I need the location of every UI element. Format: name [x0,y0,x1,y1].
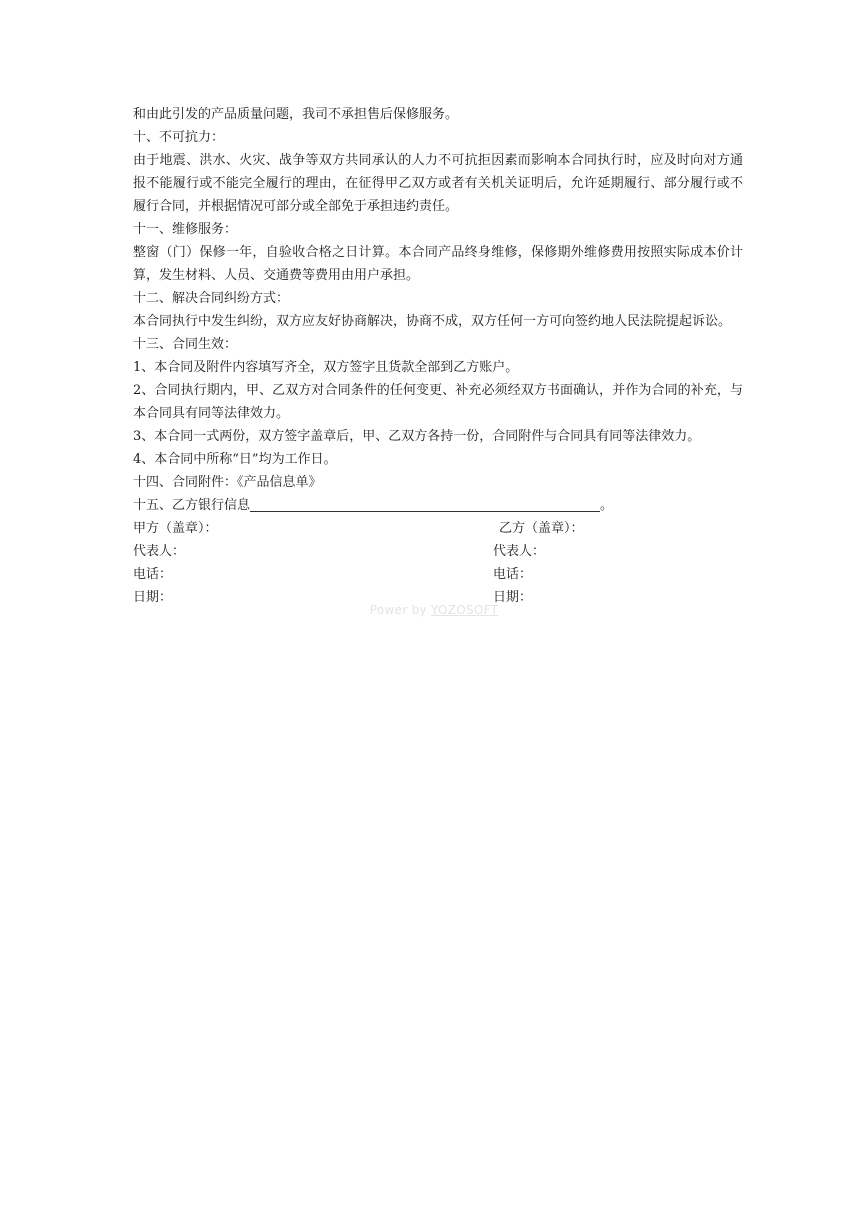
watermark-prefix: Power by [369,603,432,617]
party-a-seal: 甲方（盖章）： [133,521,218,536]
section-12-body: 本合同执行中发生纠纷，双方应友好协商解决，协商不成，双方任何一方可向签约地人民法院提起诉讼。 [133,314,732,329]
section-14: 十四、合同附件：《产品信息单》 [133,475,322,490]
watermark-brand-link[interactable]: YOZOSOFT [431,603,499,617]
signature-row-seal [133,517,743,540]
party-b-date: 日期： [493,590,533,605]
section-11-title: 十一、维修服务： [133,222,238,237]
party-a-phone: 电话： [133,567,173,582]
bank-info-label: 十五、乙方银行信息 [133,498,251,513]
clause-continuation: 和由此引发的产品质量问题，我司不承担售后保修服务。 [133,107,459,122]
signature-row-phone [133,563,743,586]
section-10-body: 由于地震、洪水、火灾、战争等双方共同承认的人力不可抗拒因素而影响本合同执行时，应及时向对方通报不能履行或不能完全履行的理由，在征得甲乙双方或者有关机关证明后，允许延期履行、部分履行或不履行合同，并根据情况可部分或全部免于承担违约责任。 [133,153,743,214]
section-13-item-1: 1、本合同及附件内容填写齐全，双方签字且货款全部到乙方账户。 [133,360,519,375]
section-11-body: 整窗（门）保修一年，自验收合格之日计算。本合同产品终身维修，保修期外维修费用按照实际成本价计算，发生材料、人员、交通费等费用由用户承担。 [133,245,743,283]
section-13-item-4: 4、本合同中所称“日”均为工作日。 [133,452,337,467]
signature-block [133,517,743,609]
party-a-date: 日期： [133,590,173,605]
bank-info-blank [250,496,600,512]
section-13-title: 十三、合同生效： [133,337,238,352]
contract-body [133,103,743,609]
signature-row-representative [133,540,743,563]
bank-info-end: 。 [600,498,614,513]
party-b-representative: 代表人： [493,544,546,559]
party-a-representative: 代表人： [133,544,186,559]
section-15-bank-info [133,494,743,517]
section-12-title: 十二、解决合同纠纷方式： [133,291,290,306]
section-10-title: 十、不可抗力： [133,130,225,145]
watermark [0,603,868,617]
section-13-item-2: 2、合同执行期内，甲、乙双方对合同条件的任何变更、补充必须经双方书面确认，并作为合同的补充，与本合同具有同等法律效力。 [133,383,743,421]
section-13-item-3: 3、本合同一式两份，双方签字盖章后，甲、乙双方各持一份，合同附件与合同具有同等法律效力。 [133,429,701,444]
party-b-phone: 电话： [493,567,533,582]
party-b-seal: 乙方（盖章）： [499,521,584,536]
